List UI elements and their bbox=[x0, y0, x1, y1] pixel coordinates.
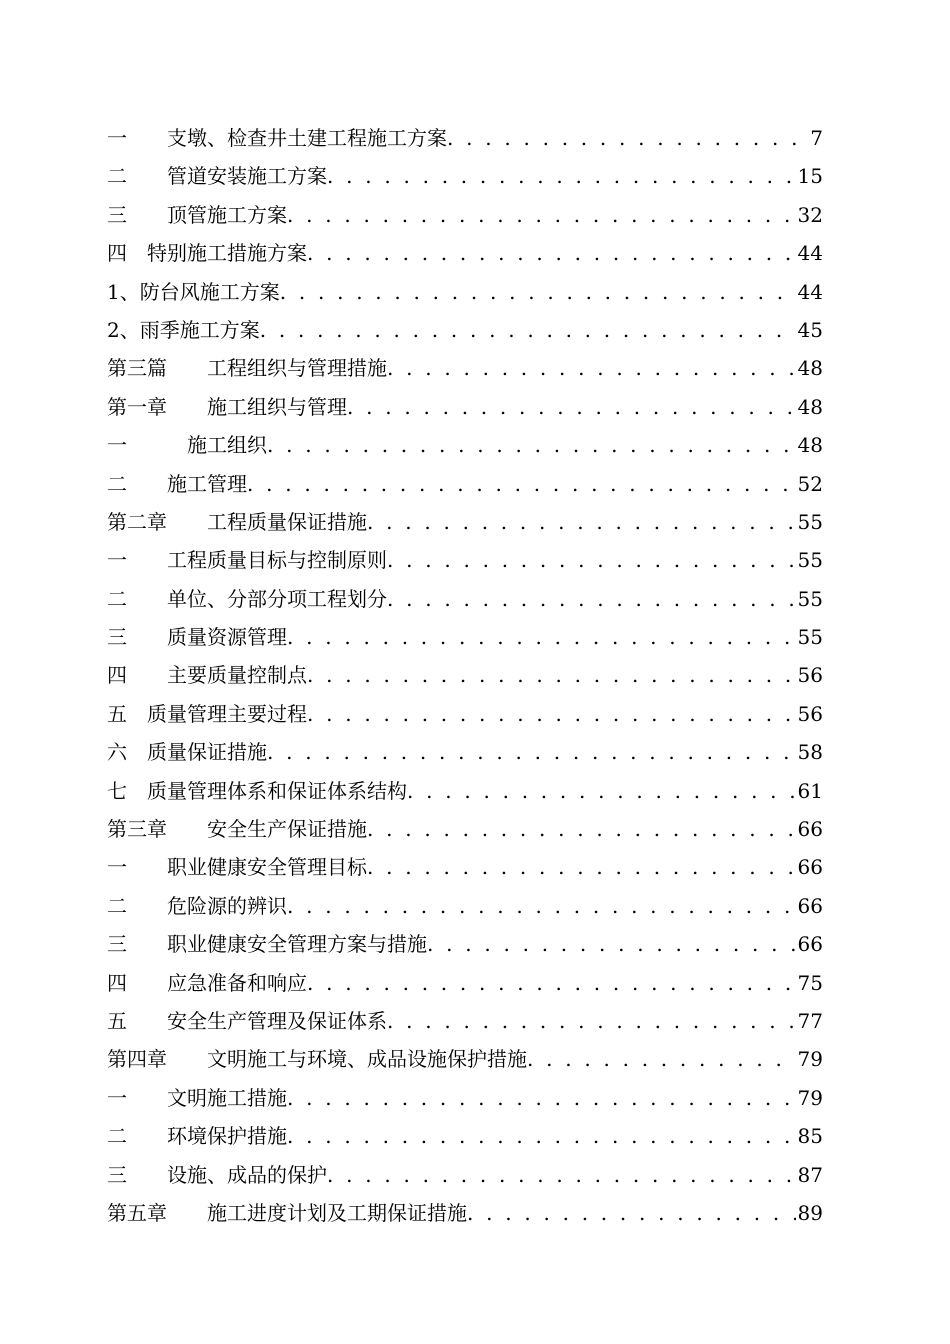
toc-dot-leader bbox=[387, 541, 796, 579]
toc-entry[interactable] bbox=[107, 772, 823, 810]
toc-entry-title: 六 质量保证措施 bbox=[107, 740, 267, 765]
toc-entry-page: 7 bbox=[810, 126, 823, 150]
toc-entry-title: 三 顶管施工方案 bbox=[107, 202, 287, 227]
toc-entry-page: 48 bbox=[797, 356, 823, 381]
toc-dot-leader bbox=[327, 157, 796, 195]
toc-dot-leader bbox=[407, 772, 796, 810]
toc-entry-title: 第五章 施工进度计划及工期保证措施 bbox=[107, 1200, 467, 1225]
toc-entry-page: 79 bbox=[797, 1047, 823, 1072]
toc-entry[interactable] bbox=[107, 465, 823, 503]
toc-entry-title: 第四章 文明施工与环境、成品设施保护措施 bbox=[107, 1047, 527, 1072]
toc-entry[interactable] bbox=[107, 618, 823, 656]
toc-dot-leader bbox=[387, 1002, 796, 1040]
toc-entry-title: 一 支墩、检查井土建工程施工方案 bbox=[107, 126, 447, 150]
toc-entry[interactable] bbox=[107, 311, 823, 349]
toc-entry-title: 第三章 安全生产保证措施 bbox=[107, 817, 367, 842]
toc-entry-page: 45 bbox=[797, 317, 823, 342]
toc-entry-title: 七 质量管理体系和保证体系结构 bbox=[107, 778, 407, 803]
toc-entry-page: 48 bbox=[797, 394, 823, 419]
toc-entry[interactable] bbox=[107, 119, 823, 157]
toc-dot-leader bbox=[287, 1079, 796, 1117]
toc-entry-page: 56 bbox=[797, 701, 823, 726]
toc-entry-page: 58 bbox=[797, 740, 823, 765]
toc-entry-page: 75 bbox=[797, 970, 823, 995]
toc-entry-title: 三 质量资源管理 bbox=[107, 625, 287, 650]
toc-entry-page: 85 bbox=[797, 1124, 823, 1149]
toc-entry-title: 一 文明施工措施 bbox=[107, 1085, 287, 1110]
toc-entry-title: 二 环境保护措施 bbox=[107, 1124, 287, 1149]
toc-entry[interactable] bbox=[107, 157, 823, 195]
toc-entry-title: 三 设施、成品的保护 bbox=[107, 1162, 327, 1187]
toc-entry[interactable] bbox=[107, 1117, 823, 1155]
toc-entry-page: 66 bbox=[797, 817, 823, 842]
toc-dot-leader bbox=[387, 349, 796, 387]
toc-entry-page: 52 bbox=[797, 471, 823, 496]
toc-entry[interactable] bbox=[107, 388, 823, 426]
toc-entry-page: 61 bbox=[797, 778, 823, 803]
toc-entry-title: 三 职业健康安全管理方案与措施 bbox=[107, 932, 427, 957]
toc-entry-page: 79 bbox=[797, 1085, 823, 1110]
toc-entry-title: 二 管道安装施工方案 bbox=[107, 164, 327, 189]
toc-entry-page: 55 bbox=[797, 509, 823, 534]
toc-entry-title: 五 安全生产管理及保证体系 bbox=[107, 1008, 387, 1033]
toc-entry-page: 55 bbox=[797, 586, 823, 611]
toc-entry[interactable] bbox=[107, 1156, 823, 1194]
toc-dot-leader bbox=[527, 1040, 796, 1078]
toc-entry[interactable] bbox=[107, 273, 823, 311]
toc-dot-leader bbox=[280, 273, 796, 311]
toc-entry-page: 55 bbox=[797, 625, 823, 650]
toc-entry[interactable] bbox=[107, 925, 823, 963]
toc-dot-leader bbox=[287, 618, 796, 656]
toc-entry-title: 2、雨季施工方案 bbox=[107, 317, 260, 342]
toc-entry-page: 15 bbox=[797, 164, 823, 189]
toc-entry-page: 48 bbox=[797, 433, 823, 458]
toc-entry[interactable] bbox=[107, 1079, 823, 1117]
toc-entry-page: 44 bbox=[797, 241, 823, 266]
toc-dot-leader bbox=[287, 887, 796, 925]
toc-entry-title: 第三篇 工程组织与管理措施 bbox=[107, 356, 387, 381]
toc-entry-page: 44 bbox=[797, 279, 823, 304]
toc-entry-page: 87 bbox=[797, 1162, 823, 1187]
toc-dot-leader bbox=[387, 580, 796, 618]
table-of-contents bbox=[107, 119, 823, 1232]
toc-entry[interactable] bbox=[107, 964, 823, 1002]
toc-entry-title: 1、防台风施工方案 bbox=[107, 279, 280, 304]
toc-dot-leader bbox=[307, 964, 796, 1002]
toc-dot-leader bbox=[327, 1156, 796, 1194]
toc-entry-title: 第二章 工程质量保证措施 bbox=[107, 509, 367, 534]
toc-entry[interactable] bbox=[107, 1194, 823, 1232]
toc-entry[interactable] bbox=[107, 541, 823, 579]
toc-dot-leader bbox=[367, 810, 796, 848]
toc-dot-leader bbox=[267, 426, 796, 464]
toc-entry[interactable] bbox=[107, 234, 823, 272]
toc-entry-page: 56 bbox=[797, 663, 823, 688]
toc-entry-page: 77 bbox=[797, 1008, 823, 1033]
toc-entry[interactable] bbox=[107, 503, 823, 541]
toc-entry-page: 66 bbox=[797, 855, 823, 880]
toc-entry[interactable] bbox=[107, 1040, 823, 1078]
toc-entry-title: 二 危险源的辨识 bbox=[107, 893, 287, 918]
toc-entry-page: 66 bbox=[797, 893, 823, 918]
toc-dot-leader bbox=[367, 848, 796, 886]
toc-entry-title: 二 单位、分部分项工程划分 bbox=[107, 586, 387, 611]
toc-dot-leader bbox=[247, 465, 796, 503]
toc-entry-page: 32 bbox=[797, 202, 823, 227]
toc-entry-page: 89 bbox=[797, 1200, 823, 1225]
toc-dot-leader bbox=[307, 234, 796, 272]
toc-entry[interactable] bbox=[107, 656, 823, 694]
toc-entry[interactable] bbox=[107, 580, 823, 618]
toc-dot-leader bbox=[260, 311, 796, 349]
toc-entry-title: 四 主要质量控制点 bbox=[107, 663, 307, 688]
toc-entry[interactable] bbox=[107, 1002, 823, 1040]
toc-dot-leader bbox=[287, 196, 796, 234]
toc-dot-leader bbox=[307, 695, 796, 733]
toc-dot-leader bbox=[287, 1117, 796, 1155]
toc-entry[interactable] bbox=[107, 426, 823, 464]
toc-entry[interactable] bbox=[107, 848, 823, 886]
toc-dot-leader bbox=[427, 925, 796, 963]
toc-dot-leader bbox=[447, 119, 808, 157]
toc-entry[interactable] bbox=[107, 196, 823, 234]
toc-dot-leader bbox=[267, 733, 796, 771]
toc-entry[interactable] bbox=[107, 349, 823, 387]
toc-entry[interactable] bbox=[107, 695, 823, 733]
toc-entry[interactable] bbox=[107, 887, 823, 925]
toc-entry-title: 一 施工组织 bbox=[107, 433, 267, 458]
toc-dot-leader bbox=[307, 656, 796, 694]
toc-entry-title: 四 应急准备和响应 bbox=[107, 970, 307, 995]
toc-entry[interactable] bbox=[107, 733, 823, 771]
toc-dot-leader bbox=[367, 503, 796, 541]
toc-entry-title: 第一章 施工组织与管理 bbox=[107, 394, 347, 419]
toc-entry-title: 二 施工管理 bbox=[107, 471, 247, 496]
toc-entry-title: 一 工程质量目标与控制原则 bbox=[107, 548, 387, 573]
toc-entry[interactable] bbox=[107, 810, 823, 848]
toc-entry-title: 一 职业健康安全管理目标 bbox=[107, 855, 367, 880]
toc-entry-page: 55 bbox=[797, 548, 823, 573]
toc-dot-leader bbox=[347, 388, 796, 426]
toc-entry-title: 四 特别施工措施方案 bbox=[107, 241, 307, 266]
toc-entry-title: 五 质量管理主要过程 bbox=[107, 701, 307, 726]
toc-entry-page: 66 bbox=[797, 932, 823, 957]
toc-dot-leader bbox=[467, 1194, 796, 1232]
